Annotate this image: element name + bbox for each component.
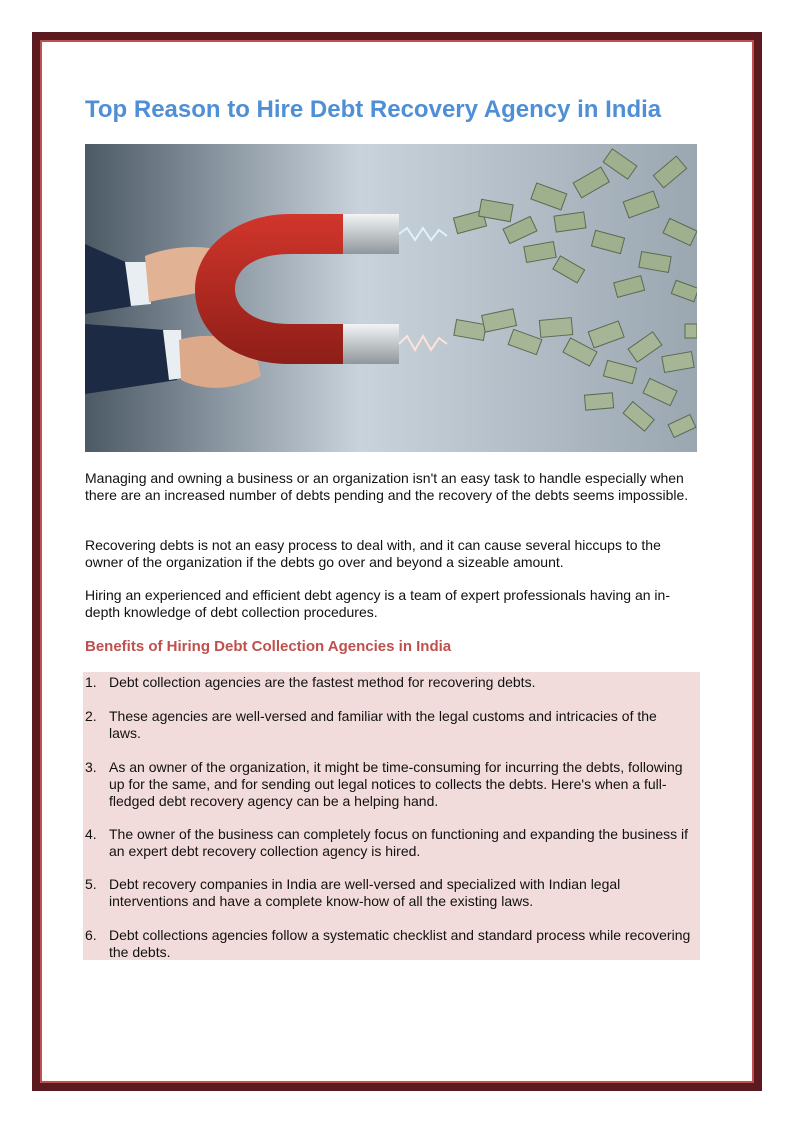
hero-image (85, 144, 697, 452)
list-item-text: Debt collection agencies are the fastest method for recovering debts. (109, 674, 536, 690)
benefits-list (83, 672, 700, 960)
page-title: Top Reason to Hire Debt Recovery Agency in India (85, 96, 662, 123)
list-item-text: These agencies are well-versed and familiar with the legal customs and intricacies of the laws. (109, 708, 657, 741)
list-item (83, 708, 700, 742)
list-item (83, 826, 700, 860)
list-item (83, 876, 700, 910)
benefits-heading: Benefits of Hiring Debt Collection Agencies in India (85, 638, 452, 655)
list-item-number: 2. (85, 708, 97, 724)
list-item-text: As an owner of the organization, it might be time-consuming for incurring the debts, following up for the same, and for sending out legal notices to collects the debts. Here's when a full-fledged debt recovery agency can be a helping hand. (109, 759, 683, 809)
list-item-text: Debt collections agencies follow a systematic checklist and standard process while recovering the debts. (109, 927, 691, 960)
body-paragraph: Hiring an experienced and efficient debt agency is a team of expert professionals having an in-depth knowledge of debt collection procedures. (85, 587, 670, 620)
list-item-number: 5. (85, 876, 97, 892)
list-item (83, 759, 700, 810)
list-item-text: The owner of the business can completely focus on functioning and expanding the business if an expert debt recovery collection agency is hired. (109, 826, 689, 859)
magnet-money-illustration (85, 144, 697, 452)
list-item-number: 6. (85, 927, 97, 943)
list-item-number: 4. (85, 826, 97, 842)
list-item (83, 927, 700, 961)
body-paragraph: Recovering debts is not an easy process to deal with, and it can cause several hiccups to the owner of the organization if the debts go over and beyond a sizeable amount. (85, 537, 661, 570)
intro-paragraph: Managing and owning a business or an organization isn't an easy task to handle especially when there are an increased number of debts pending and the recovery of the debts seems impossible. (85, 470, 689, 503)
list-item-number: 1. (85, 674, 97, 690)
list-item-text: Debt recovery companies in India are well-versed and specialized with Indian legal interventions and have a complete know-how of all the existing laws. (109, 876, 621, 909)
list-item (83, 674, 700, 691)
list-item-number: 3. (85, 759, 97, 775)
